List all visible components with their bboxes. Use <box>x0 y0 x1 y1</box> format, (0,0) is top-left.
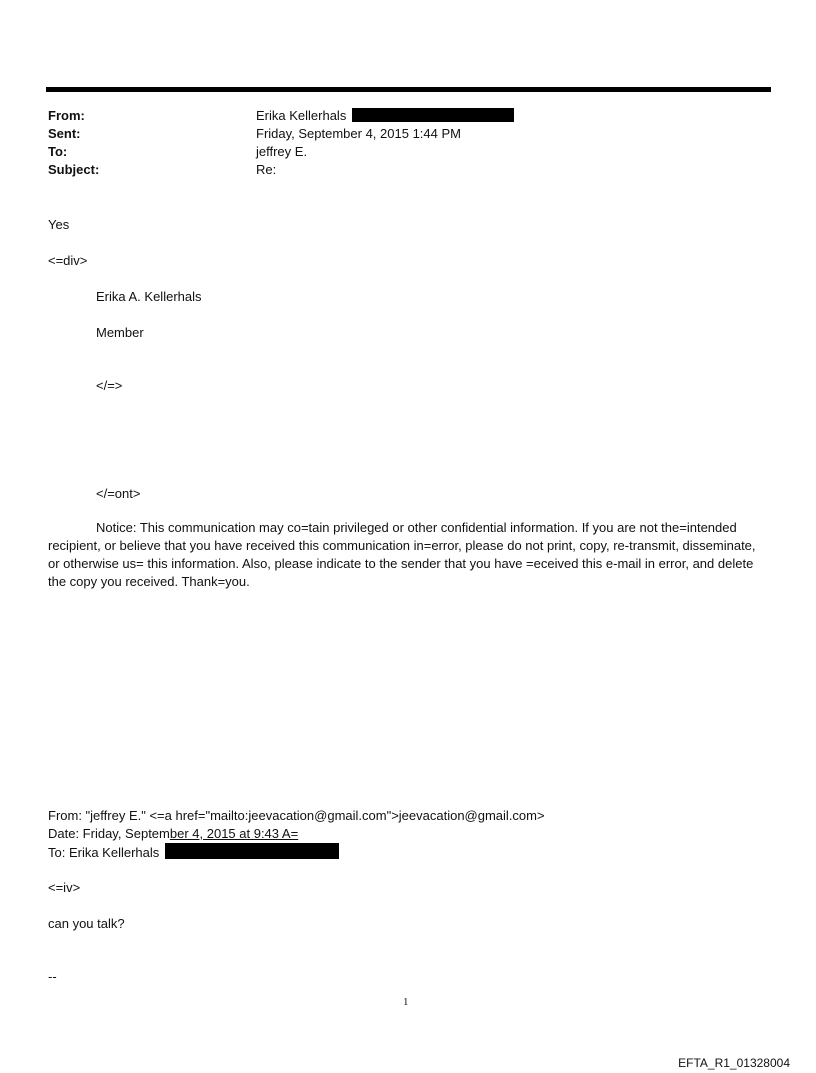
from-name: Erika Kellerhals <box>256 108 347 123</box>
quoted-dashes: -- <box>48 969 57 984</box>
signature-name: Erika A. Kellerhals <box>96 289 202 304</box>
subject-value: Re: <box>256 162 277 177</box>
quoted-date-line <box>48 825 298 843</box>
div-tag-text: <=div> <box>48 253 88 268</box>
page-number: 1 <box>403 996 409 1008</box>
notice-text: Notice: This communication may co=tain privileged or other confidential information. If you are not the=intended recipient, or believe that you have received this communication in=error, please do not print, copy, re-transmit, disseminate, or otherwise us= this information. Also, please indicate to the sender that you have =eceived this e-mail in error, and delete the copy you received. Thank=you. <box>48 520 756 589</box>
redaction-bar <box>165 843 339 859</box>
document-id: EFTA_R1_01328004 <box>678 1056 790 1070</box>
redaction-bar <box>352 108 514 122</box>
quoted-iv-tag: <=iv> <box>48 880 81 895</box>
quoted-date-part-b: ber 4, 2015 at 9:43 A= <box>169 826 299 841</box>
sent-label: Sent: <box>48 126 81 141</box>
confidentiality-notice <box>48 519 770 591</box>
quoted-from-line: From: "jeffrey E." <=a href="mailto:jeevacation@gmail.com">jeevacation@gmail.com> <box>48 808 545 823</box>
to-value: jeffrey E. <box>256 144 308 159</box>
header-rule <box>46 87 771 92</box>
to-label: To: <box>48 144 68 159</box>
close-tag-text: </=> <box>96 378 123 393</box>
quoted-to-line <box>48 843 339 862</box>
subject-label: Subject: <box>48 162 100 177</box>
from-value <box>256 108 514 123</box>
close-font-tag-text: </=ont> <box>96 486 141 501</box>
from-label: From: <box>48 108 85 123</box>
signature-title: Member <box>96 325 144 340</box>
sent-value: Friday, September 4, 2015 1:44 PM <box>256 126 461 141</box>
quoted-date-part-a: Date: Friday, Septem <box>48 826 170 841</box>
quoted-message: can you talk? <box>48 916 125 931</box>
quoted-to-text: To: Erika Kellerhals <box>48 845 160 860</box>
reply-text: Yes <box>48 217 70 232</box>
